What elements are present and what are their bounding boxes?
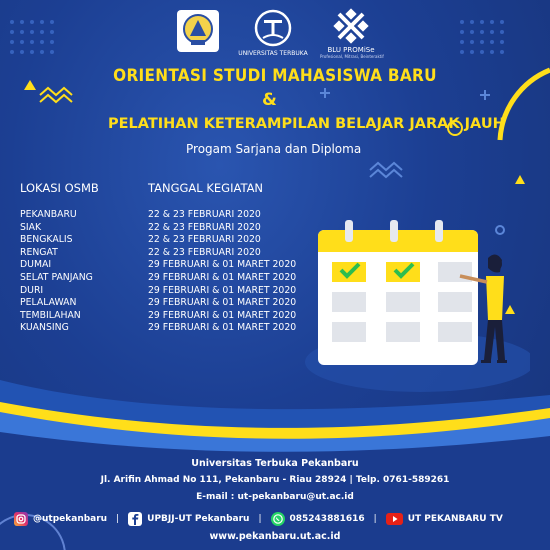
youtube-channel: UT PEKANBARU TV	[407, 514, 503, 524]
secondary-title: PELATIHAN KETERAMPILAN BELAJAR JARAK JAUH	[108, 116, 505, 132]
ut-logo-icon	[253, 8, 293, 48]
whatsapp-number: 085243881616	[289, 514, 365, 524]
separator: |	[373, 514, 377, 524]
separator: |	[258, 514, 262, 524]
date-cell: 22 & 23 FEBRUARI 2020	[148, 221, 261, 233]
footer-website[interactable]: www.pekanbaru.ut.ac.id	[209, 531, 341, 542]
schedule-row	[20, 322, 296, 335]
schedule-row	[20, 209, 296, 222]
program-subtitle: Progam Sarjana dan Diploma	[186, 142, 362, 156]
schedule-row	[20, 285, 296, 298]
facebook-link[interactable]	[128, 512, 249, 526]
date-cell: 29 FEBRUARI & 01 MARET 2020	[148, 309, 297, 321]
date-cell: 22 & 23 FEBRUARI 2020	[148, 209, 261, 220]
separator: |	[116, 514, 120, 524]
instagram-handle: @utpekanbaru	[33, 514, 108, 524]
youtube-link[interactable]	[386, 513, 503, 525]
tut-wuri-logo-icon	[175, 8, 221, 54]
schedule-row	[20, 247, 296, 260]
location-cell: DURI	[20, 284, 44, 296]
column-header-date: TANGGAL KEGIATAN	[148, 181, 264, 195]
schedule-row	[20, 310, 296, 323]
blu-promise-tagline: Profesional, Mitrasi, Beinteraktif	[320, 54, 384, 59]
ut-logo-label: UNIVERSITAS TERBUKA	[238, 50, 308, 57]
location-cell: RENGAT	[20, 246, 58, 258]
date-cell: 29 FEBRUARI & 01 MARET 2020	[148, 259, 297, 271]
social-bar	[14, 512, 503, 526]
date-cell: 22 & 23 FEBRUARI 2020	[148, 246, 261, 258]
location-cell: PEKANBARU	[20, 209, 77, 220]
whatsapp-link[interactable]	[271, 512, 365, 526]
blu-promise-label: BLU PROMiSe	[327, 46, 375, 54]
schedule-row	[20, 272, 296, 285]
instagram-link[interactable]	[14, 512, 107, 526]
youtube-icon	[386, 513, 403, 525]
date-cell: 29 FEBRUARI & 01 MARET 2020	[148, 271, 297, 283]
date-cell: 29 FEBRUARI & 01 MARET 2020	[148, 284, 297, 296]
location-cell: SELAT PANJANG	[20, 271, 93, 283]
location-cell: BENGKALIS	[20, 234, 73, 246]
ut-logo	[238, 8, 308, 57]
blu-promise-logo	[320, 8, 382, 59]
location-cell: TEMBILAHAN	[20, 309, 81, 321]
footer-organization: Universitas Terbuka Pekanbaru	[191, 458, 359, 469]
facebook-icon	[128, 512, 142, 526]
footer-address: Jl. Arifin Ahmad No 111, Pekanbaru - Riau 28924 | Telp. 0761-589261	[100, 475, 450, 485]
schedule-row	[20, 222, 296, 235]
schedule-row	[20, 297, 296, 310]
schedule-row	[20, 234, 296, 247]
footer-email[interactable]: E-mail : ut-pekanbaru@ut.ac.id	[196, 492, 354, 502]
title-ampersand: &	[262, 90, 277, 110]
location-cell: DUMAI	[20, 259, 52, 271]
column-header-location: LOKASI OSMB	[20, 181, 99, 195]
instagram-icon	[14, 512, 28, 526]
date-cell: 22 & 23 FEBRUARI 2020	[148, 234, 261, 246]
facebook-handle: UPBJJ-UT Pekanbaru	[147, 514, 250, 524]
location-cell: KUANSING	[20, 322, 69, 334]
calendar-illustration	[290, 192, 530, 392]
whatsapp-icon	[271, 512, 285, 526]
location-cell: PELALAWAN	[20, 297, 77, 309]
main-title: ORIENTASI STUDI MAHASISWA BARU	[113, 66, 437, 86]
date-cell: 29 FEBRUARI & 01 MARET 2020	[148, 297, 297, 309]
tut-wuri-logo	[174, 8, 222, 60]
location-cell: SIAK	[20, 221, 42, 233]
schedule-row	[20, 259, 296, 272]
blu-promise-logo-icon	[333, 8, 369, 44]
date-cell: 29 FEBRUARI & 01 MARET 2020	[148, 322, 297, 334]
schedule-list	[20, 209, 296, 335]
